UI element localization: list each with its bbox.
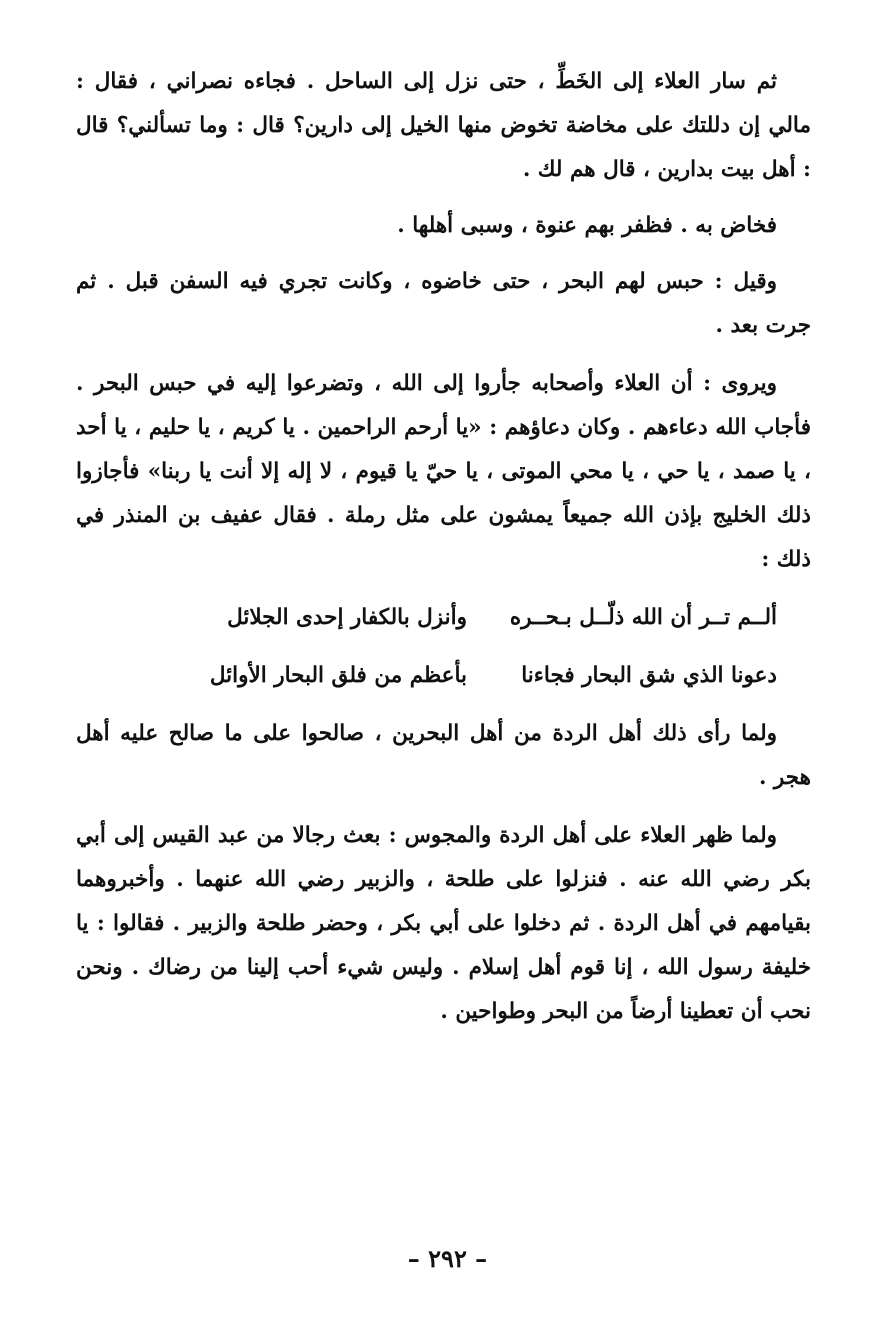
- paragraph-bahrain-truce: ولما رأى ذلك أهل الردة من أهل البحرين ، صالحوا على ما صالح عليه أهل هجر .: [76, 721, 811, 790]
- paragraph-delegation: ولما ظهر العلاء على أهل الردة والمجوس : بعث رجالا من عبد القيس إلى أبي بكر رضي الله عنه . فنزلوا على طلحة ، والزبير رضي الله عنهما . وأخبروهما بقيامهم في أهل الردة . ثم دخلوا على أبي بكر ، وحضر طلحة والزبير . فقالوا : يا خليفة رسول الله ، إنا قوم أهل إسلام . وليس شيء أحب إلينا من رضاك . ونحن نحب أن تعطينا أرضاً من البحر وطواحين .: [76, 823, 811, 1024]
- poem-line-2-second-hemistich: بأعظم من فلق البحار الأوائل: [209, 663, 467, 688]
- poem-line-2: [76, 654, 811, 698]
- page-body: [76, 60, 811, 1034]
- paragraph-crossing-story: ثم سار العلاء إلى الخَطِّ ، حتى نزل إلى الساحل . فجاءه نصراني ، فقال : مالي إن دللتك على مخاضة تخوض منها الخيل إلى دارين؟ قال : وما تسألني؟ قال : أهل بيت بدارين ، قال هم لك .: [76, 69, 811, 182]
- paragraph-sea-held: وقيل : حبس لهم البحر ، حتى خاضوه ، وكانت تجري فيه السفن قبل . ثم جرت بعد .: [76, 269, 811, 338]
- page-number: – ٢٩٢ –: [407, 1244, 488, 1273]
- poem-line-1-first-hemistich: ألــم تــر أن الله ذلّــل بـحــره: [509, 605, 777, 630]
- paragraph-prayer: ويروى : أن العلاء وأصحابه جأروا إلى الله ، وتضرعوا إليه في حبس البحر . فأجاب الله دعاءهم . وكان دعاؤهم : «يا أرحم الراحمين . يا كريم ، يا حليم ، يا أحد ، يا صمد ، يا حي ، يا محي الموتى ، يا حيّ يا قيوم ، لا إله إلا أنت يا ربنا» فأجازوا ذلك الخليج بإذن الله جميعاً يمشون على مثل رملة . فقال عفيف بن المنذر في ذلك :: [76, 371, 811, 572]
- poem-line-1: [76, 596, 811, 640]
- paragraph-victory: فخاض به . فظفر بهم عنوة ، وسبى أهلها .: [397, 213, 777, 238]
- poem-line-1-second-hemistich: وأنزل بالكفار إحدى الجلائل: [227, 605, 467, 630]
- poem-line-2-first-hemistich: دعونا الذي شق البحار فجاءنا: [521, 663, 777, 688]
